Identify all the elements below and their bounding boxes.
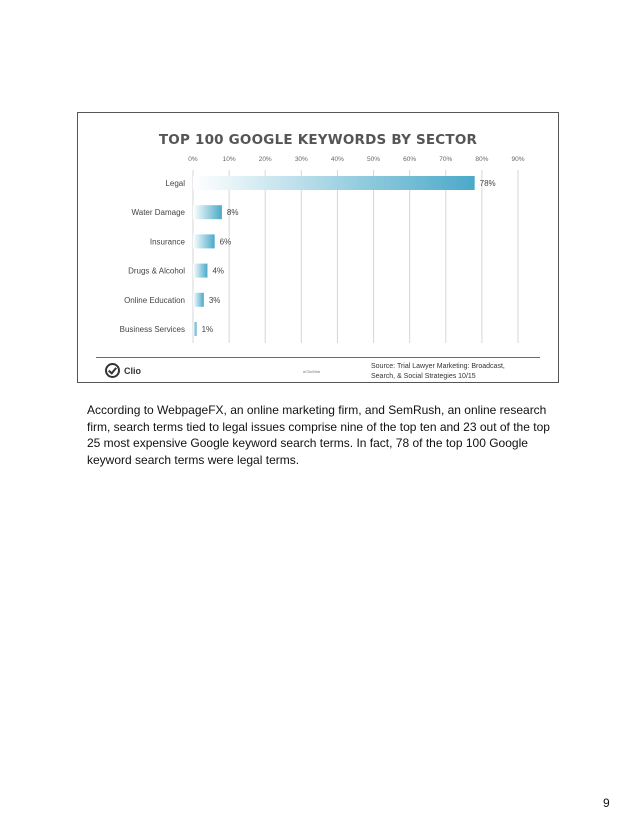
page-number: 9 [603, 796, 610, 810]
slide-frame [77, 112, 559, 383]
category-label: Online Education [124, 295, 185, 305]
x-tick-label: 80% [475, 156, 489, 163]
x-tick-label: 70% [439, 156, 453, 163]
data-label: 6% [219, 237, 232, 247]
data-label: 8% [226, 208, 239, 218]
caption-paragraph: According to WebpageFX, an online marketing firm, and SemRush, an online research firm, search terms tied to legal issues comprise nine of the top ten and 23 out of the top 25 most expensive Google keyword search terms. In fact, 78 of the top 100 Google keyword search terms were legal terms. [87, 403, 550, 467]
category-label: Water Damage [131, 208, 185, 218]
data-label: 4% [212, 266, 225, 276]
x-tick-label: 40% [330, 156, 344, 163]
bar [193, 176, 475, 190]
x-tick-label: 30% [294, 156, 308, 163]
bar-chart [78, 113, 558, 353]
bar [193, 205, 222, 219]
clio-check-icon [105, 363, 120, 378]
bar [193, 322, 197, 336]
x-tick-label: 60% [403, 156, 417, 163]
bar [193, 234, 215, 248]
category-label: Drugs & Alcohol [128, 266, 185, 276]
hashtag-text: #ClioWeb [303, 369, 321, 374]
chart-title: TOP 100 GOOGLE KEYWORDS BY SECTOR [158, 132, 478, 148]
bar [193, 264, 207, 278]
data-label: 1% [201, 325, 214, 334]
data-label: 78% [479, 179, 496, 188]
category-label: Insurance [149, 237, 185, 247]
clio-logo [105, 363, 141, 378]
x-tick-label: 50% [367, 156, 381, 163]
footer-divider [96, 357, 540, 358]
category-label: Legal [165, 179, 185, 188]
data-label: 3% [208, 295, 221, 305]
category-label: Business Services [119, 325, 185, 334]
clio-brand-name: Clio [124, 365, 141, 376]
source-note: Source: Trial Lawyer Marketing: Broadcast, Search, & Social Strategies 10/15 [371, 363, 505, 380]
bar [193, 293, 204, 307]
x-tick-label: 0% [188, 156, 198, 163]
x-tick-label: 90% [511, 156, 525, 163]
x-tick-label: 20% [258, 156, 272, 163]
x-tick-label: 10% [222, 156, 236, 163]
